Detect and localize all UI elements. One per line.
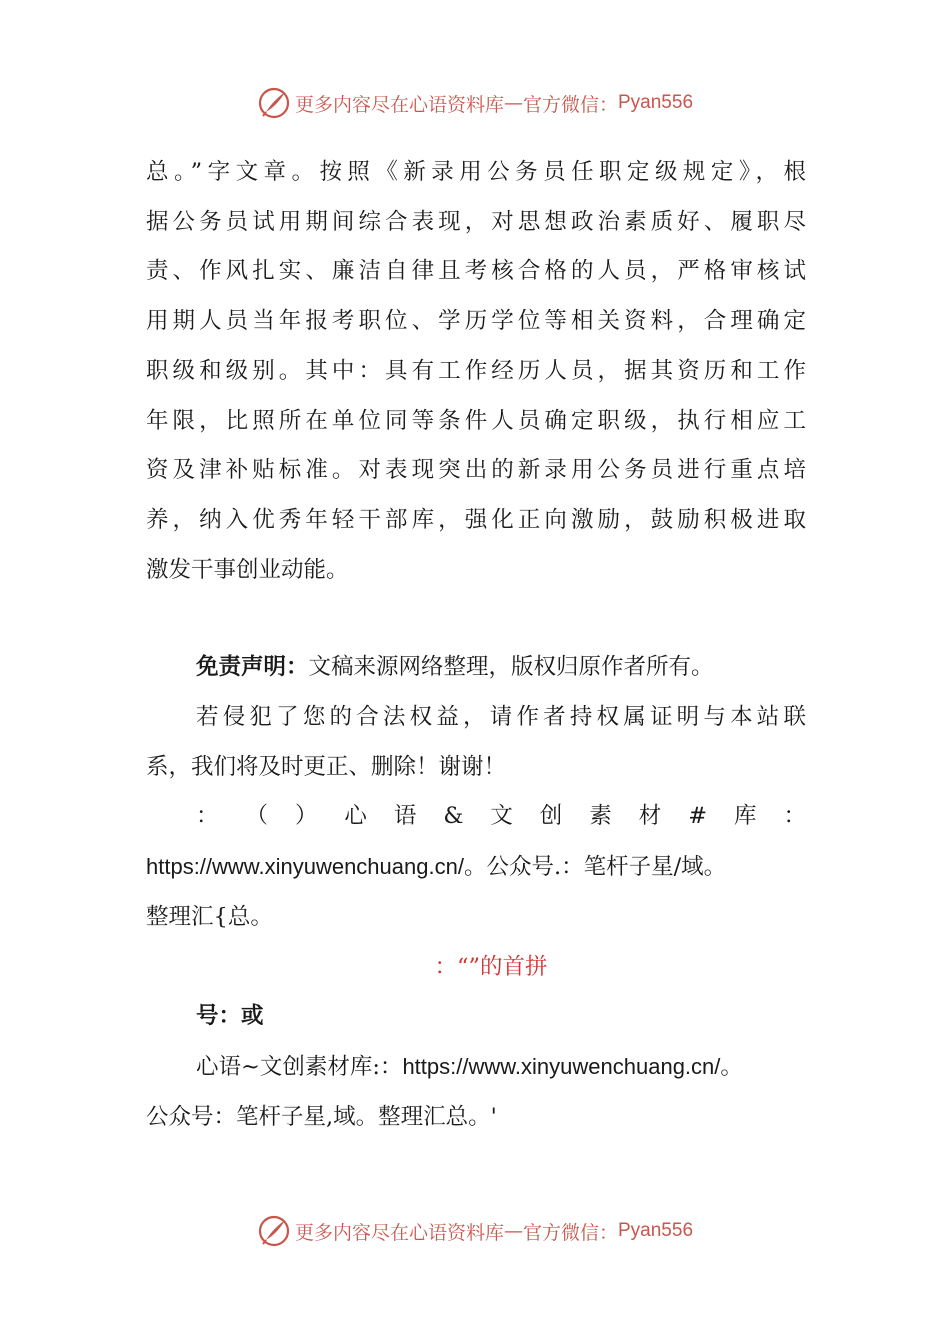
- feather-pen-icon: [257, 86, 291, 120]
- spread-char: &: [443, 803, 464, 830]
- url-link-2[interactable]: https://www.xinyuwenchuang.cn/: [402, 1053, 721, 1079]
- bold-line: 号：或: [196, 1003, 264, 1030]
- url-tail-1: 。公众号.：笔杆子星/域。: [463, 854, 727, 881]
- text-line: 激发干事创业动能。: [146, 556, 349, 583]
- footer-banner: [0, 1214, 950, 1248]
- banner-separator: —: [503, 92, 523, 114]
- banner-label: 官方微信：: [522, 93, 618, 116]
- text-line: 年限，比照所在单位同等条件人员确定职级，执行相应工: [146, 407, 806, 434]
- contact-line-2: 系，我们将及时更正、删除！谢谢！: [146, 753, 507, 780]
- spacer: [146, 595, 806, 643]
- url-line-1: [146, 842, 806, 893]
- disclaimer-label: 免责声明：: [196, 654, 309, 681]
- spread-char: 创: [539, 803, 563, 830]
- library-line: [146, 1042, 806, 1093]
- spread-line: [146, 792, 806, 842]
- spread-char: 素: [589, 803, 612, 830]
- spread-char: 心: [344, 803, 367, 830]
- disclaimer-text: 文稿来源网络整理，版权归原作者所有。: [308, 654, 714, 681]
- banner-separator: —: [503, 1220, 523, 1242]
- spread-char: （: [245, 803, 268, 830]
- url-tail-2: 。: [720, 1053, 743, 1080]
- disclaimer-line: [146, 643, 806, 693]
- text-line: 养，纳入优秀年轻干部库，强化正向激励，鼓励积极进取: [146, 506, 806, 533]
- spread-char: 材: [638, 803, 662, 830]
- banner-text: 更多内容尽在心语资料库: [294, 93, 504, 116]
- text-line: 用期人员当年报考职位、学历学位等相关资料，合理确定: [146, 308, 806, 335]
- spread-char: 语: [393, 803, 417, 830]
- final-line: 公众号：笔杆子星,域。整理汇总。': [146, 1103, 497, 1130]
- red-note-line: ：“”的首拼: [434, 953, 548, 980]
- text-line: 资及津补贴标准。对表现突出的新录用公务员进行重点培: [146, 457, 806, 484]
- text-line: 总。”字文章。按照《新录用公务员任职定级规定》，根: [146, 159, 806, 185]
- document-body: [146, 148, 806, 1142]
- feather-pen-icon: [257, 1214, 291, 1248]
- banner-label: 官方微信：: [522, 1221, 618, 1244]
- spread-char: 库: [734, 803, 757, 830]
- header-banner: [0, 86, 950, 120]
- contact-line-1: 若侵犯了您的合法权益，请作者持权属证明与本站联: [196, 704, 806, 731]
- paragraph-main: [146, 148, 806, 595]
- spread-char: 文: [490, 803, 513, 830]
- summary-line: 整理汇{总。: [146, 903, 273, 930]
- text-line: 据公务员试用期间综合表现，对思想政治素质好、履职尽: [146, 208, 806, 235]
- spread-char: ：: [783, 803, 806, 830]
- spread-char: #: [688, 803, 708, 830]
- banner-wechat-id: Pyan556: [618, 92, 694, 113]
- banner-text: 更多内容尽在心语资料库: [294, 1221, 504, 1244]
- spread-char: ）: [294, 803, 318, 830]
- text-line: 责、作风扎实、廉洁自律且考核合格的人员，严格审核试: [146, 258, 806, 285]
- url-link-1[interactable]: https://www.xinyuwenchuang.cn/: [146, 854, 464, 880]
- text-line: 职级和级别。其中：具有工作经历人员，据其资历和工作: [146, 357, 806, 384]
- library-prefix: 心语~文创素材库:：: [196, 1053, 403, 1080]
- banner-wechat-id: Pyan556: [618, 1220, 694, 1241]
- spread-char: ：: [196, 803, 219, 830]
